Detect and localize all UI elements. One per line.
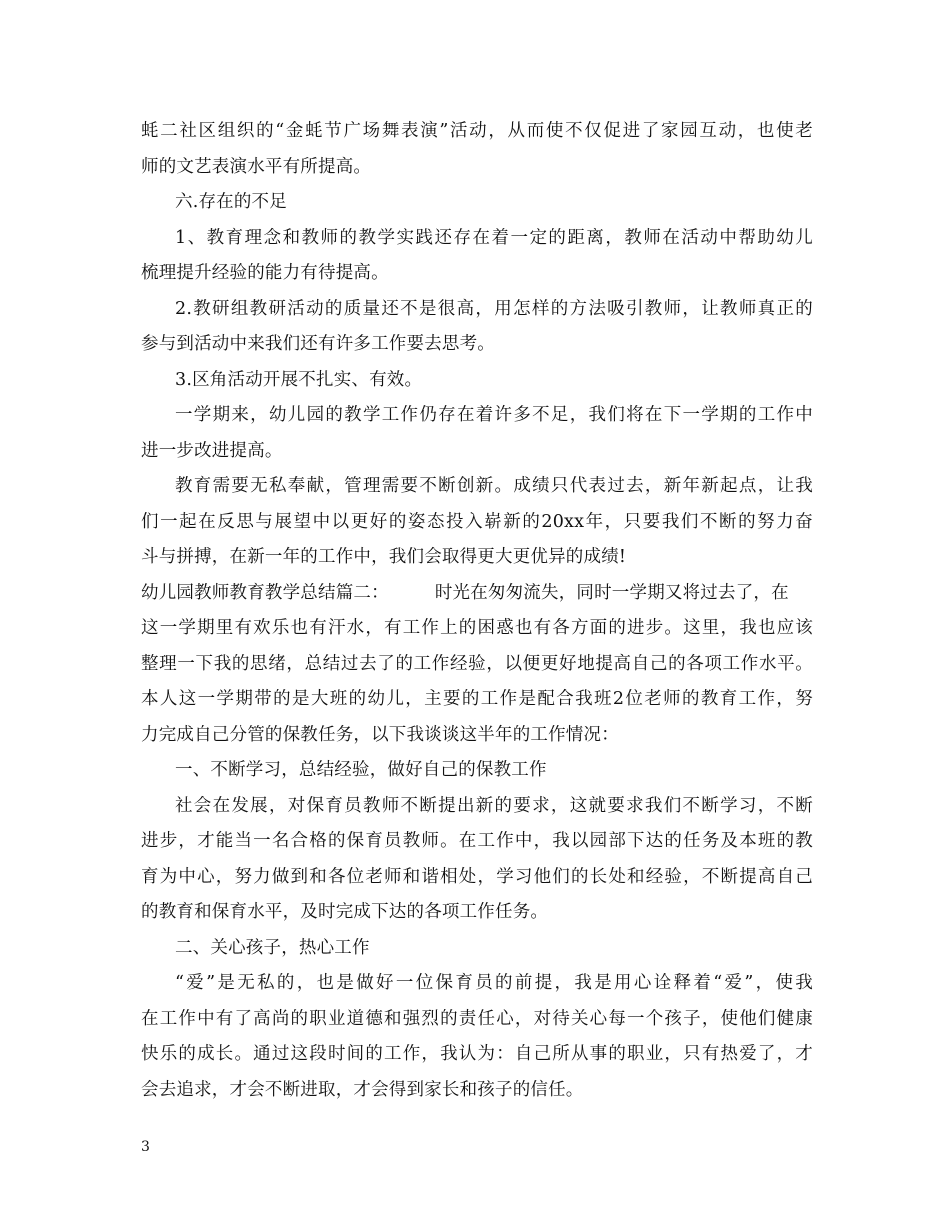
- paragraph-line: 们一起在反思与展望中以更好的姿态投入崭新的20xx年，只要我们不断的努力奋: [141, 511, 813, 532]
- paragraph-line: 3.区角活动开展不扎实、有效。: [175, 369, 423, 390]
- paragraph-line: 师的文艺表演水平有所提高。: [141, 156, 372, 177]
- paragraph-line: 2.教研组教研活动的质量还不是很高，用怎样的方法吸引教师，让教师真正的: [175, 298, 813, 319]
- paragraph-line: 教育需要无私奉献，管理需要不断创新。成绩只代表过去，新年新起点，让我: [175, 476, 813, 496]
- paragraph-line: 会去追求，才会不断进取，才会得到家长和孩子的信任。: [141, 1079, 584, 1100]
- paragraph-line: 在工作中有了高尚的职业道德和强烈的责任心，对待关心每一个孩子，使他们健康: [141, 1008, 813, 1029]
- document-body: [141, 114, 813, 1108]
- article-title: 幼儿园教师教育教学总结篇二：: [141, 582, 389, 603]
- paragraph-line: 斗与拼搏，在新一年的工作中，我们会取得更大更优异的成绩!: [141, 547, 627, 567]
- paragraph-line: 育为中心，努力做到和各位老师和谐相处，学习他们的长处和经验，不断提高自己: [141, 866, 813, 887]
- article-title-line: [141, 576, 813, 612]
- section-heading: 二、关心孩子，热心工作: [175, 937, 370, 958]
- paragraph-line: 蚝二社区组织的“金蚝节广场舞表演”活动，从而使不仅促进了家园互动，也使老: [141, 121, 813, 141]
- section-heading: 六.存在的不足: [175, 192, 287, 212]
- paragraph-line: 力完成自己分管的保教任务，以下我谈谈这半年的工作情况：: [141, 724, 619, 745]
- paragraph-line: 整理一下我的思绪，总结过去了的工作经验，以便更好地提高自己的各项工作水平。: [141, 653, 813, 674]
- paragraph-line: 进步，才能当一名合格的保育员教师。在工作中，我以园部下达的任务及本班的教: [141, 831, 813, 851]
- paragraph-line: 1、教育理念和教师的教学实践还存在着一定的距离，教师在活动中帮助幼儿: [175, 227, 813, 248]
- paragraph-line: 一学期来，幼儿园的教学工作仍存在着许多不足，我们将在下一学期的工作中: [175, 405, 813, 425]
- paragraph-line: 社会在发展，对保育员教师不断提出新的要求，这就要求我们不断学习，不断: [175, 795, 813, 816]
- article-intro: 时光在匆匆流失，同时一学期又将过去了，在: [434, 582, 789, 603]
- paragraph-line: 本人这一学期带的是大班的幼儿，主要的工作是配合我班2位老师的教育工作，努: [141, 689, 813, 709]
- paragraph-line: “爱”是无私的，也是做好一位保育员的前提，我是用心诠释着“爱”，使我: [175, 973, 813, 993]
- paragraph-line: 快乐的成长。通过这段时间的工作，我认为：自己所从事的职业，只有热爱了，才: [141, 1044, 813, 1064]
- paragraph-line: 进一步改进提高。: [141, 440, 283, 461]
- paragraph-line: 梳理提升经验的能力有待提高。: [141, 263, 389, 283]
- page-number: 3: [141, 1139, 150, 1155]
- section-heading: 一、不断学习，总结经验，做好自己的保教工作: [175, 760, 547, 780]
- paragraph-line: 这一学期里有欢乐也有汗水，有工作上的困惑也有各方面的进步。这里，我也应该: [141, 618, 813, 638]
- paragraph-line: 的教育和保育水平，及时完成下达的各项工作任务。: [141, 902, 549, 922]
- paragraph-line: 参与到活动中来我们还有许多工作要去思考。: [141, 334, 495, 354]
